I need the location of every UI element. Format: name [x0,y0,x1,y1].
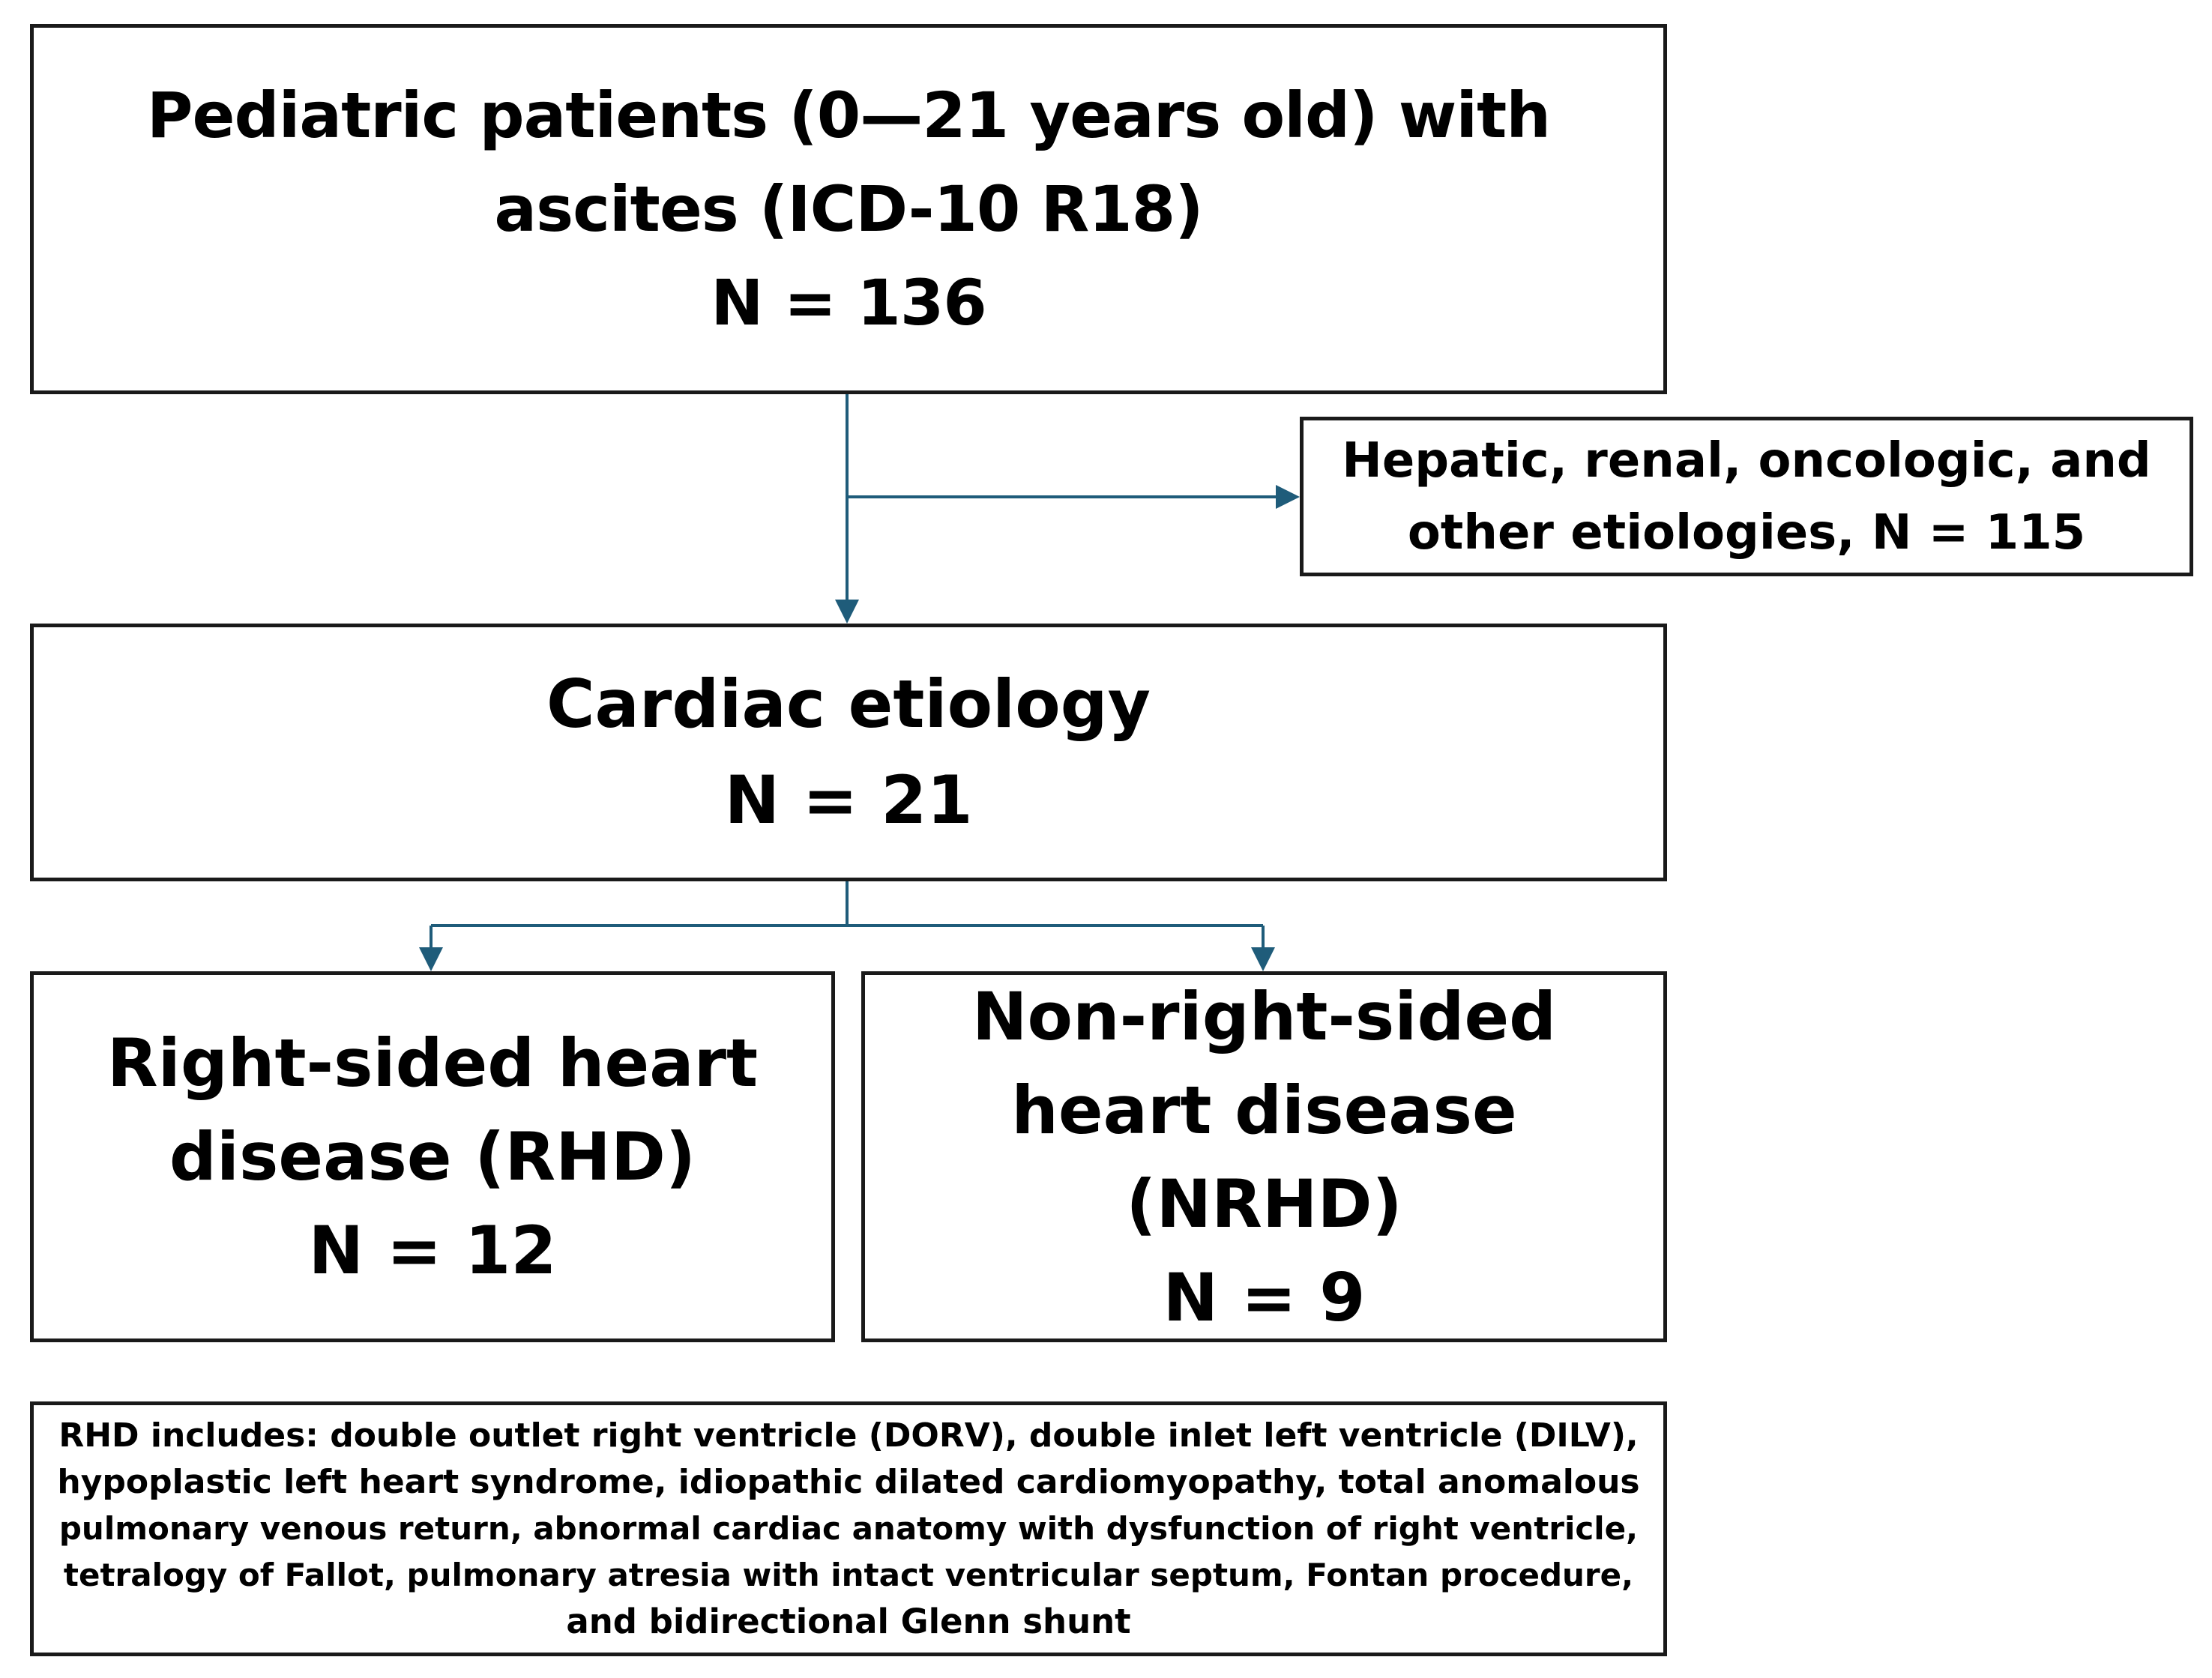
note-line-3: pulmonary venous return, abnormal cardiac anatomy with dysfunction of right ventricle, [58,1510,1639,1547]
excluded-line-1: Hepatic, renal, oncologic, and [1342,432,2151,489]
excluded-line-2: other etiologies, N = 115 [1407,504,2086,561]
note-line-1: RHD includes: double outlet right ventricle (DORV), double inlet left ventricle (DILV), [58,1416,1639,1455]
rhd-box [30,971,835,1342]
rhd-definition-note [30,1401,1667,1656]
nrhd-line-2: heart disease [1011,1071,1517,1149]
note-line-4: tetralogy of Fallot, pulmonary atresia with intact ventricular septum, Fontan procedure, [63,1557,1634,1593]
cohort-line-2: ascites (ICD-10 R18) [494,172,1203,246]
cohort-line-1: Pediatric patients (0—21 years old) with [146,78,1551,152]
nrhd-line-1: Non-right-sided [971,977,1557,1055]
note-line-5: and bidirectional Glenn shunt [566,1602,1131,1641]
excluded-box [1300,417,2193,576]
nrhd-box [861,971,1667,1342]
rhd-count: N = 12 [308,1212,557,1289]
nrhd-count: N = 9 [1163,1258,1366,1336]
cardiac-label: Cardiac etiology [546,666,1151,743]
rhd-line-1: Right-sided heart [106,1024,759,1102]
rhd-line-2: disease (RHD) [169,1118,696,1195]
note-line-2: hypoplastic left heart syndrome, idiopathic dilated cardiomyopathy, total anomalous [57,1463,1640,1501]
cardiac-count: N = 21 [724,761,973,839]
cohort-count: N = 136 [711,265,986,339]
nrhd-line-3: (NRHD) [1126,1165,1402,1243]
cohort-box [30,24,1667,394]
cardiac-etiology-box [30,624,1667,881]
